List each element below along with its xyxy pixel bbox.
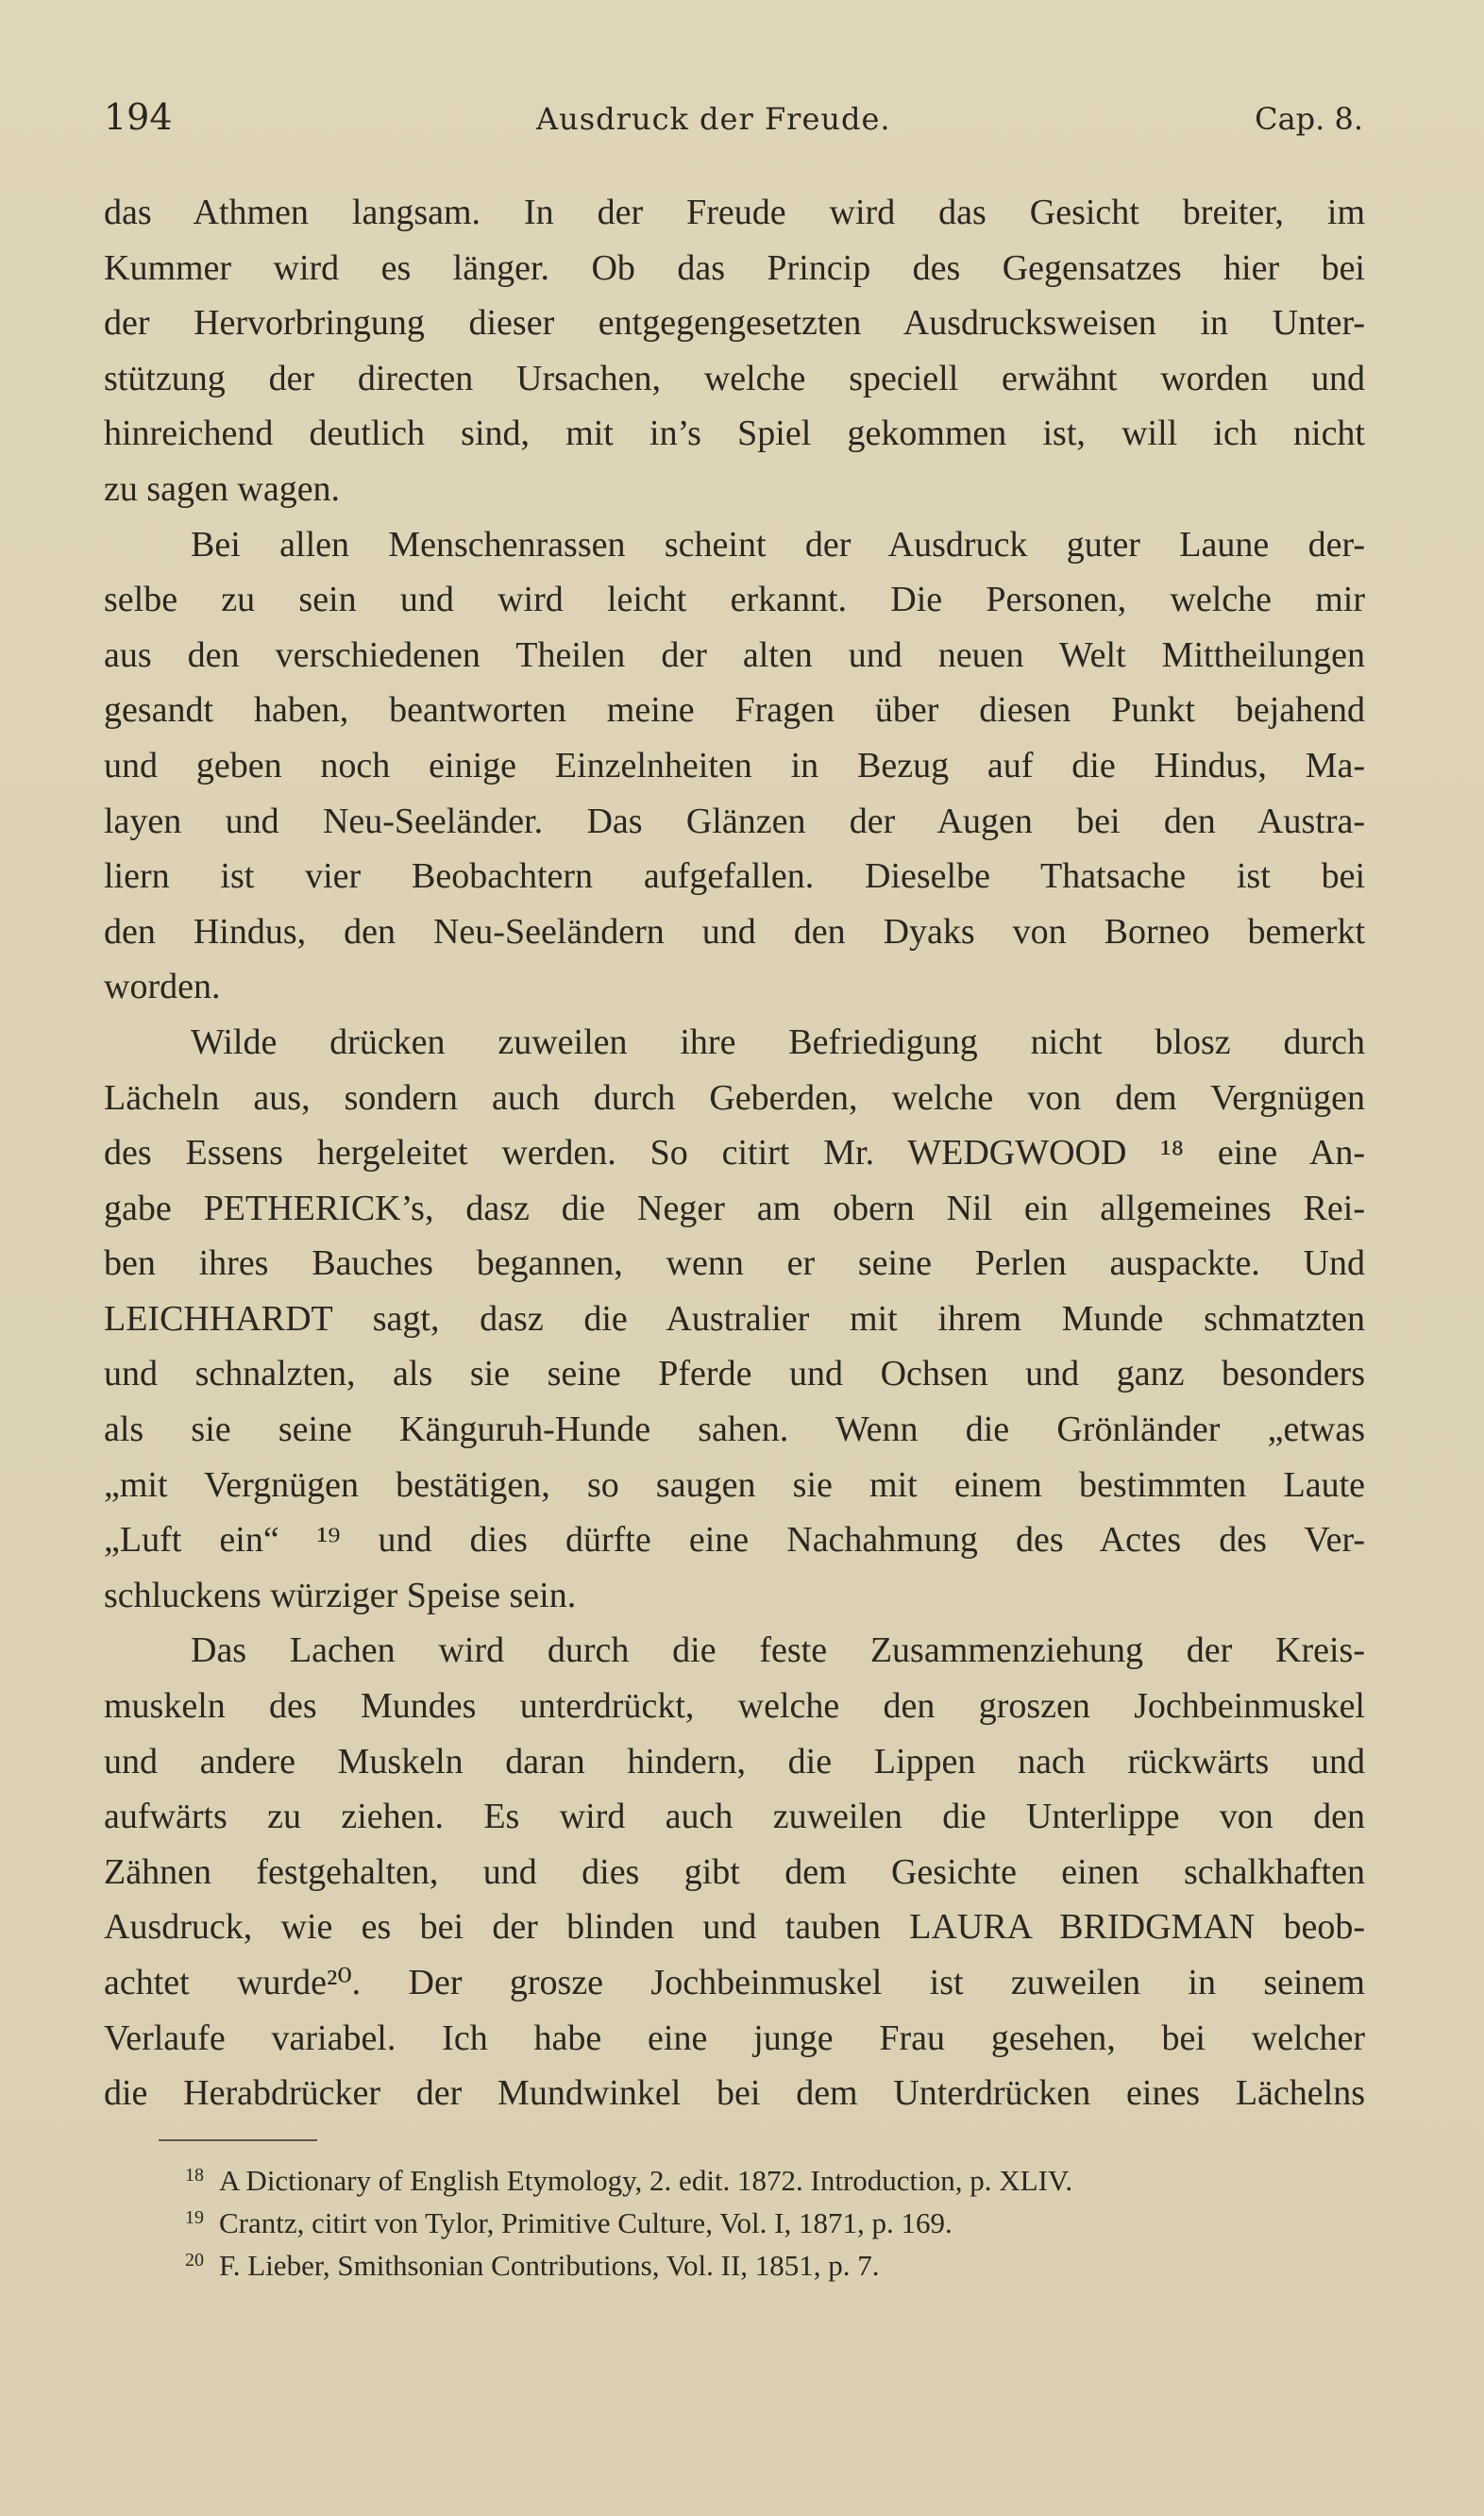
footnote-text: A Dictionary of English Etymology, 2. edit. 1872. Introduction, p. XLIV. — [219, 2164, 1073, 2197]
footnote-mark: 19 — [185, 2207, 204, 2228]
text-line: hinreichend deutlich sind, mit in’s Spiel gekommen ist, will ich nicht — [104, 414, 1365, 454]
text-line: Das Lachen wird durch die feste Zusammenziehung der Kreis- — [191, 1630, 1365, 1671]
text-line: ben ihres Bauches begannen, wenn er seine Perlen auspackte. Und — [104, 1243, 1365, 1284]
text-line: „mit Vergnügen bestätigen, so saugen sie mit einem bestimmten Laute — [104, 1464, 1365, 1505]
text-line: und schnalzten, als sie seine Pferde und Ochsen und ganz besonders — [104, 1354, 1365, 1394]
text-line: und andere Muskeln daran hindern, die Lippen nach rückwärts und — [104, 1741, 1365, 1781]
text-line: aus den verschiedenen Theilen der alten und neuen Welt Mittheilungen — [104, 634, 1365, 675]
text-line: zu sagen wagen. — [104, 468, 341, 509]
footnote-mark: 18 — [185, 2165, 204, 2186]
text-line: den Hindus, den Neu-Seeländern und den Dyaks von Borneo bemerkt — [104, 911, 1365, 952]
text-line: stützung der directen Ursachen, welche speciell erwähnt worden und — [104, 358, 1365, 398]
text-line: das Athmen langsam. In der Freude wird das Gesicht breiter, im — [104, 193, 1365, 232]
running-title: Ausdruck der Freude. — [536, 101, 891, 137]
text-line: der Hervorbringung dieser entgegengesetzten Ausdrucksweisen in Unter- — [104, 303, 1365, 344]
footnote — [185, 2239, 1374, 2282]
text-line: die Herabdrücker der Mundwinkel bei dem Unterdrücken eines Lächelns — [104, 2073, 1365, 2114]
chapter-label: Cap. 8. — [1255, 101, 1363, 137]
footnote — [185, 2154, 1374, 2197]
text-line: liern ist vier Beobachtern aufgefallen. Dieselbe Thatsache ist bei — [104, 856, 1365, 897]
text-line: schluckens würziger Speise sein. — [104, 1575, 577, 1615]
text-line: worden. — [104, 967, 221, 1007]
footnote — [185, 2197, 1374, 2239]
text-line: Bei allen Menschenrassen scheint der Ausdruck guter Laune der- — [191, 524, 1365, 565]
footnote-text: F. Lieber, Smithsonian Contributions, Vol. II, 1851, p. 7. — [219, 2249, 880, 2282]
footnote-rule — [159, 2139, 317, 2141]
footnote-mark: 20 — [185, 2250, 204, 2271]
body-text — [104, 185, 1365, 2121]
page-number: 194 — [104, 96, 173, 138]
text-line: Kummer wird es länger. Ob das Princip des Gegensatzes hier bei — [104, 247, 1365, 288]
text-line: aufwärts zu ziehen. Es wird auch zuweilen die Unterlippe von den — [104, 1797, 1365, 1837]
text-line: selbe zu sein und wird leicht erkannt. Die Personen, welche mir — [104, 580, 1365, 620]
text-line: achtet wurde²⁰. Der grosze Jochbeinmuskel ist zuweilen in seinem — [104, 1963, 1365, 2002]
footnotes — [185, 2154, 1374, 2282]
text-line: „Luft ein“ ¹⁹ und dies dürfte eine Nachahmung des Actes des Ver- — [104, 1520, 1365, 1561]
text-line: Ausdruck, wie es bei der blinden und tauben LAURA BRIDGMAN beob- — [104, 1907, 1365, 1948]
text-line: LEICHHARDT sagt, dasz die Australier mit ihrem Munde schmatzten — [104, 1298, 1365, 1339]
text-line: als sie seine Känguruh-Hunde sahen. Wenn die Grönländer „etwas — [104, 1410, 1365, 1450]
text-line: und geben noch einige Einzelnheiten in Bezug auf die Hindus, Ma- — [104, 745, 1365, 785]
text-line: Verlaufe variabel. Ich habe eine junge Frau gesehen, bei welcher — [104, 2018, 1365, 2058]
running-header — [104, 96, 1363, 144]
text-line: muskeln des Mundes unterdrückt, welche den groszen Jochbeinmuskel — [104, 1686, 1365, 1727]
text-line: Wilde drücken zuweilen ihre Befriedigung nicht blosz durch — [191, 1022, 1365, 1062]
text-line: Lächeln aus, sondern auch durch Geberden, welche von dem Vergnügen — [104, 1077, 1365, 1118]
text-line: gabe PETHERICK’s, dasz die Neger am obern Nil ein allgemeines Rei- — [104, 1188, 1365, 1228]
text-line: des Essens hergeleitet werden. So citirt Mr. WEDGWOOD ¹⁸ eine An- — [104, 1133, 1365, 1174]
text-line: Zähnen festgehalten, und dies gibt dem Gesichte einen schalkhaften — [104, 1851, 1365, 1892]
footnote-text: Crantz, citirt von Tylor, Primitive Culture, Vol. I, 1871, p. 169. — [219, 2206, 953, 2239]
text-line: gesandt haben, beantworten meine Fragen über diesen Punkt bejahend — [104, 690, 1365, 731]
text-line: layen und Neu-Seeländer. Das Glänzen der Augen bei den Austra- — [104, 801, 1365, 841]
